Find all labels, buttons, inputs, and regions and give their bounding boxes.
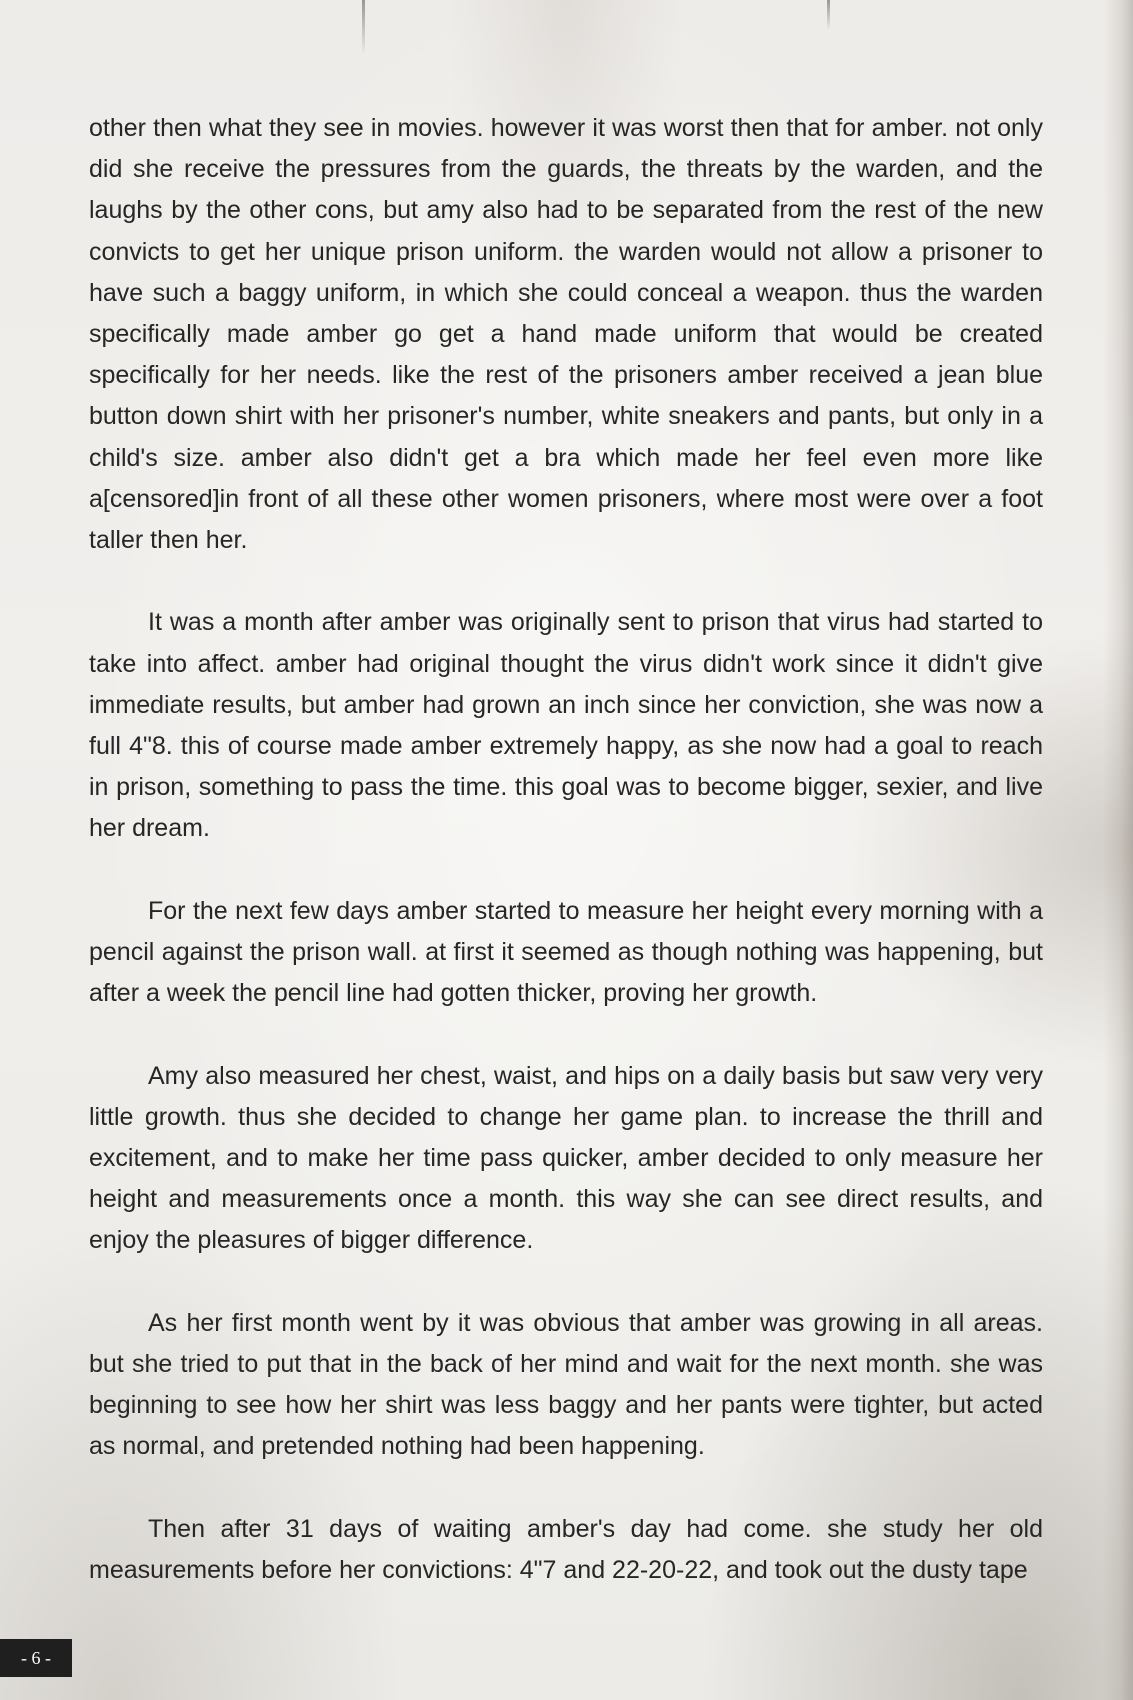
paragraph: For the next few days amber started to measure her height every morning with a pencil against the prison wall. at first it seemed as though nothing was happening, but after a week the pencil line had gotten thicker, proving her growth. <box>89 896 1043 1008</box>
paper-crease <box>362 0 365 55</box>
paragraph: As her first month went by it was obvious that amber was growing in all areas. but she tried to put that in the back of her mind and wait for the next month. she was beginning to see how her shirt was less baggy and her pants were tighter, but acted as normal, and pretended nothing had been happening. <box>89 1308 1043 1461</box>
paragraph: Amy also measured her chest, waist, and hips on a daily basis but saw very very little growth. thus she decided to change her game plan. to increase the thrill and excitement, and to make her time pass quicker, amber decided to only measure her height and measurements once a month. this way she can see direct results, and enjoy the pleasures of bigger difference. <box>89 1061 1043 1255</box>
paragraph: It was a month after amber was originally sent to prison that virus had started to take into affect. amber had original thought the virus didn't work since it didn't give immediate results, but amber had grown an inch since her conviction, she was now a full 4"8. this of course made amber extremely happy, as she now had a goal to reach in prison, something to pass the time. this goal was to become bigger, sexier, and live her dream. <box>89 608 1043 843</box>
page-number: - 6 - <box>0 1639 72 1677</box>
paragraph: Then after 31 days of waiting amber's day had come. she study her old measurements before her convictions: 4"7 and 22-20-22, and took out the dusty tape <box>89 1514 1043 1585</box>
paper-edge-shadow <box>1103 0 1133 1700</box>
body-text <box>89 108 1043 1591</box>
paragraph: other then what they see in movies. however it was worst then that for amber. not only did she receive the pressures from the guards, the threats by the warden, and the laughs by the other cons, but amy also had to be separated from the rest of the new convicts to get her unique prison uniform. the warden would not allow a prisoner to have such a baggy uniform, in which she could conceal a weapon. thus the warden specifically made amber go get a hand made uniform that would be created specifically for her needs. like the rest of the prisoners amber received a jean blue button down shirt with her prisoner's number, white sneakers and pants, but only in a child's size. amber also didn't get a bra which made her feel even more like a[censored]in front of all these other women prisoners, where most were over a foot taller then her. <box>89 114 1043 555</box>
paper-crease <box>827 0 830 30</box>
